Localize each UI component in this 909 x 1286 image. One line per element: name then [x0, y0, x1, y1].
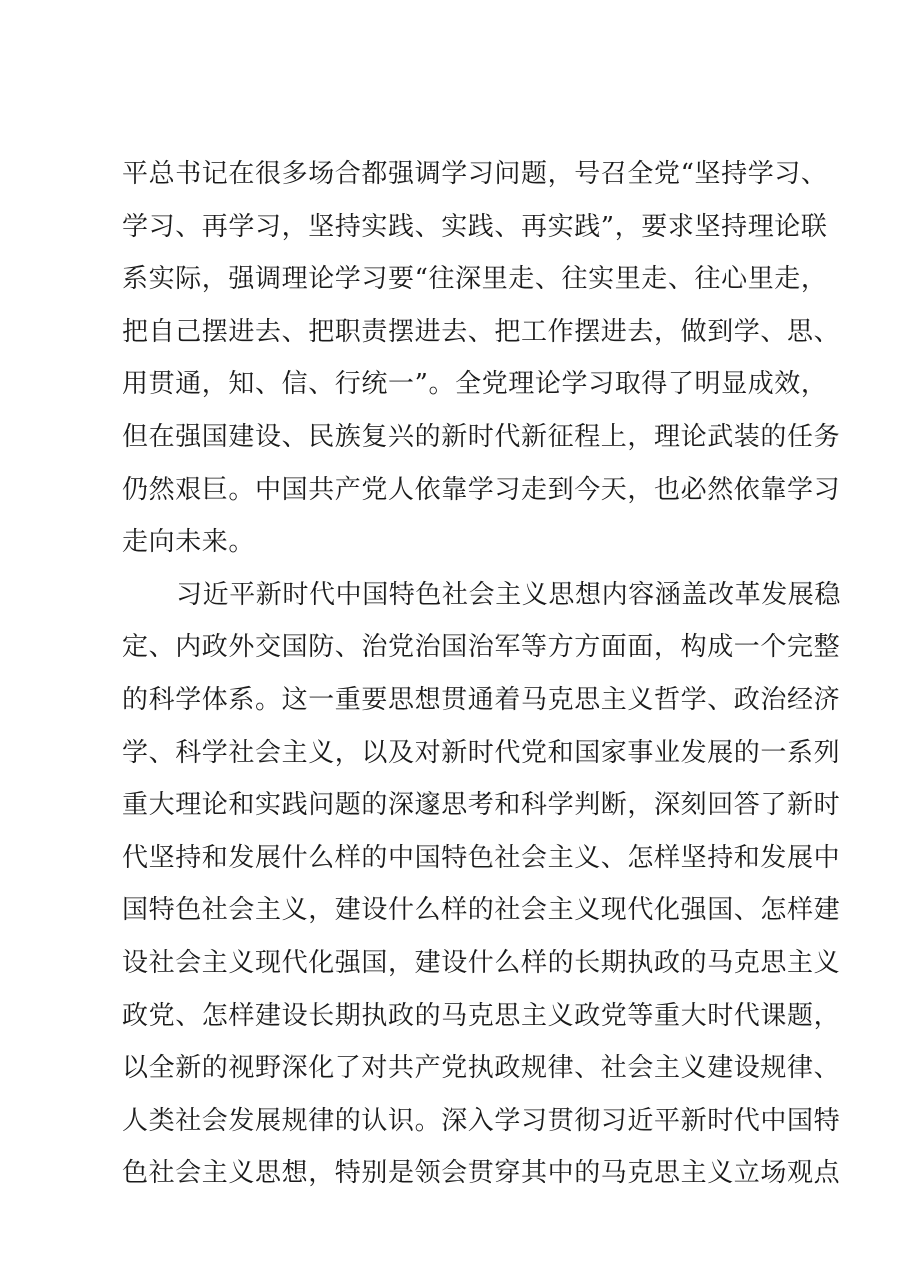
text-line: 色社会主义思想，特别是领会贯穿其中的马克思主义立场观点 — [122, 1158, 841, 1189]
paragraph-1 — [122, 148, 841, 569]
text-line: 国特色社会主义，建设什么样的社会主义现代化强国、怎样建 — [122, 895, 841, 926]
text-line: 的科学体系。这一重要思想贯通着马克思主义哲学、政治经济 — [122, 684, 841, 715]
text-line: 学、科学社会主义，以及对新时代党和国家事业发展的一系列 — [122, 737, 841, 768]
text-line: 人类社会发展规律的认识。深入学习贯彻习近平新时代中国特 — [122, 1105, 841, 1136]
text-line: 设社会主义现代化强国，建设什么样的长期执政的马克思主义 — [122, 947, 841, 978]
text-line: 平总书记在很多场合都强调学习问题，号召全党“坚持学习、 — [122, 159, 828, 189]
text-line: 仍然艰巨。中国共产党人依靠学习走到今天，也必然依靠学习 — [122, 474, 841, 505]
body-text — [122, 148, 842, 1200]
text-line: 走向未来。 — [122, 527, 256, 558]
text-line: 把自己摆进去、把职责摆进去、把工作摆进去，做到学、思、 — [122, 316, 841, 347]
text-line: 系实际，强调理论学习要“往深里走、往实里走、往心里走， — [122, 264, 828, 295]
text-line: 但在强国建设、民族复兴的新时代新征程上，理论武装的任务 — [122, 421, 841, 452]
text-line: 学习、再学习，坚持实践、实践、再实践”，要求坚持理论联 — [122, 211, 828, 242]
text-line: 习近平新时代中国特色社会主义思想内容涵盖改革发展稳 — [176, 579, 842, 610]
paragraph-2 — [122, 569, 842, 1200]
text-line: 定、内政外交国防、治党治国治军等方方面面，构成一个完整 — [122, 632, 841, 663]
text-line: 以全新的视野深化了对共产党执政规律、社会主义建设规律、 — [122, 1053, 841, 1084]
text-line: 重大理论和实践问题的深邃思考和科学判断，深刻回答了新时 — [122, 790, 841, 821]
text-line: 代坚持和发展什么样的中国特色社会主义、怎样坚持和发展中 — [122, 842, 841, 873]
text-line: 政党、怎样建设长期执政的马克思主义政党等重大时代课题， — [122, 1000, 841, 1031]
text-line: 用贯通，知、信、行统一”。全党理论学习取得了明显成效， — [122, 369, 828, 400]
